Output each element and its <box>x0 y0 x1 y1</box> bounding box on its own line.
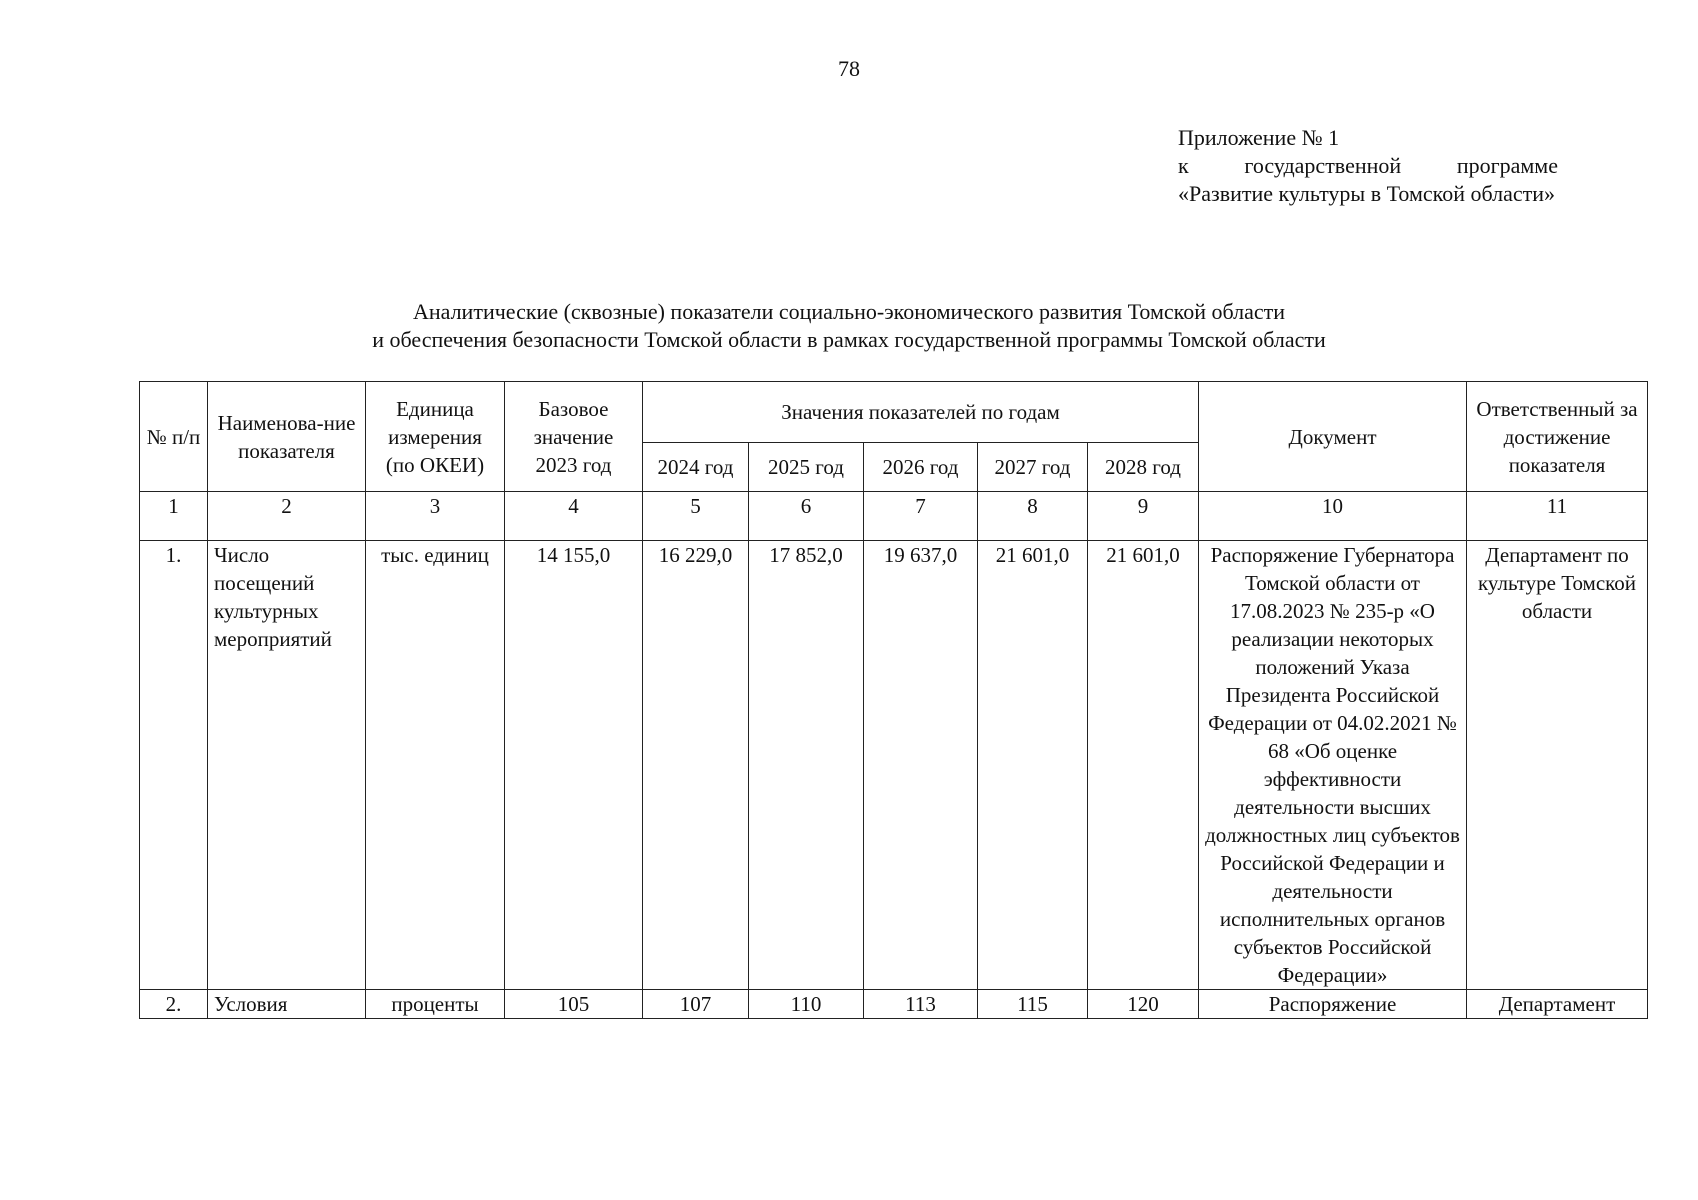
header-unit: Единица измерения (по ОКЕИ) <box>366 382 505 492</box>
row-num: 1. <box>140 541 208 990</box>
column-number: 11 <box>1467 492 1648 541</box>
header-year: 2026 год <box>864 443 978 492</box>
row-unit: тыс. единиц <box>366 541 505 990</box>
row-indicator-name: Условия <box>208 990 366 1019</box>
row-value-2024: 107 <box>643 990 749 1019</box>
column-number: 9 <box>1088 492 1199 541</box>
row-value-2028: 120 <box>1088 990 1199 1019</box>
document-title-line-2: и обеспечения безопасности Томской области в рамках государственной программы Томской области <box>372 327 1326 352</box>
column-number: 3 <box>366 492 505 541</box>
document-title <box>100 298 1598 354</box>
appendix-note <box>1178 124 1558 208</box>
row-document: Распоряжение <box>1199 990 1467 1019</box>
row-value-2027: 21 601,0 <box>978 541 1088 990</box>
header-year: 2024 год <box>643 443 749 492</box>
header-year: 2027 год <box>978 443 1088 492</box>
column-number: 7 <box>864 492 978 541</box>
appendix-line-2: к государственной программе «Развитие культуры в Томской области» <box>1178 153 1558 206</box>
header-years-group: Значения показателей по годам <box>643 382 1199 443</box>
row-value-2025: 110 <box>749 990 864 1019</box>
column-number: 2 <box>208 492 366 541</box>
document-title-line-1: Аналитические (сквозные) показатели социально-экономического развития Томской области <box>412 299 1286 324</box>
row-value-2026: 19 637,0 <box>864 541 978 990</box>
header-year: 2025 год <box>749 443 864 492</box>
header-base-value: Базовое значение 2023 год <box>505 382 643 492</box>
header-indicator-name: Наименова-ние показателя <box>208 382 366 492</box>
row-unit: проценты <box>366 990 505 1019</box>
header-responsible: Ответственный за достижение показателя <box>1467 382 1648 492</box>
header-year: 2028 год <box>1088 443 1199 492</box>
column-number: 1 <box>140 492 208 541</box>
appendix-line-1: Приложение № 1 <box>1178 125 1340 150</box>
column-number: 8 <box>978 492 1088 541</box>
row-value-2026: 113 <box>864 990 978 1019</box>
row-value-2027: 115 <box>978 990 1088 1019</box>
column-number: 5 <box>643 492 749 541</box>
header-document: Документ <box>1199 382 1467 492</box>
row-num: 2. <box>140 990 208 1019</box>
table-row <box>140 990 1648 1019</box>
column-number: 4 <box>505 492 643 541</box>
column-number: 6 <box>749 492 864 541</box>
row-base-value: 105 <box>505 990 643 1019</box>
row-value-2024: 16 229,0 <box>643 541 749 990</box>
row-base-value: 14 155,0 <box>505 541 643 990</box>
row-responsible: Департамент <box>1467 990 1648 1019</box>
page-number: 78 <box>838 56 860 81</box>
header-num: № п/п <box>140 382 208 492</box>
row-document: Распоряжение Губернатора Томской области от 17.08.2023 № 235-р «О реализации некоторых положений Указа Президента Российской Федерации от 04.02.2021 № 68 «Об оценке эффективности деятельности высших должностных лиц субъектов Российской Федерации и деятельности исполнительных органов субъектов Российской Федерации» <box>1199 541 1467 990</box>
table-header-row <box>140 382 1648 443</box>
row-value-2025: 17 852,0 <box>749 541 864 990</box>
column-number: 10 <box>1199 492 1467 541</box>
row-indicator-name: Число посещений культурных мероприятий <box>208 541 366 990</box>
column-number-row <box>140 492 1648 541</box>
table-row <box>140 541 1648 990</box>
indicators-table <box>139 381 1648 1019</box>
row-value-2028: 21 601,0 <box>1088 541 1199 990</box>
row-responsible: Департамент по культуре Томской области <box>1467 541 1648 990</box>
